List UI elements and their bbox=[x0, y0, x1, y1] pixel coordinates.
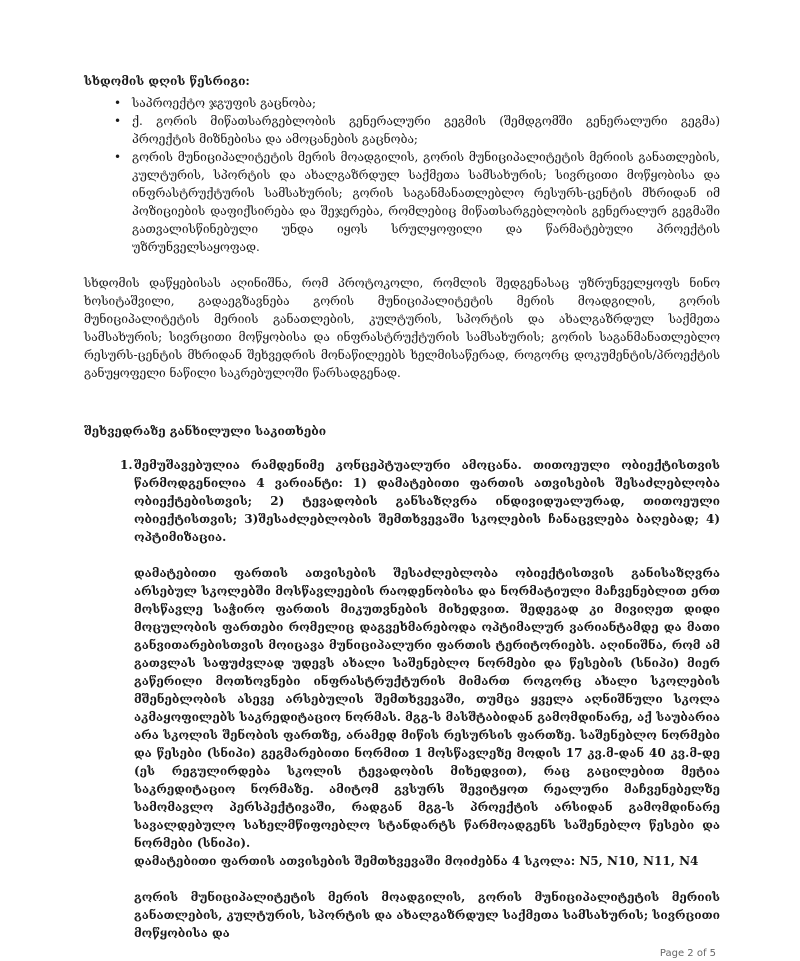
numbered-item-1 bbox=[84, 456, 720, 546]
page-number: Page 2 of 5 bbox=[659, 948, 716, 959]
agenda-heading: სხდომის დღის წესრიგი: bbox=[84, 74, 250, 88]
agenda-item: • საპროექტო ჯგუფის გაცნობა; bbox=[84, 94, 720, 112]
agenda-item: • გორის მუნიციპალიტეტის მერის მოადგილის, გორის მუნიციპალიტეტის მერიის განათლების, კულტურის, სპორტის და ახალგაზრდულ საქმეთა სამსახურის; სივრცითი მოწყობისა და ინფრასტრუქტურის სამსახურის; გორის საგანმანათლებლო რესურს-ცენტის მხრიდან იმ პოზიციების დაფიქსირება და შეჯერება, რომლებიც მიწათსარგებლობის გენერალურ გეგმაში გათვალისწინებული უნდა იყოს სრულყოფილი და წარმატებული პროექტის უზრუნველსაყოფად. bbox=[84, 148, 720, 256]
summary-paragraph: სხდომის დაწყებისას აღინიშნა, რომ პროტოკოლი, რომლის შედგენასაც უზრუნველყოფს ნინო ხოსიტაშვილი, გადაეგზავნება გორის მუნიციპალიტეტის მერის მოადგილის, გორის მუნიციპალიტეტის მერიის განათლების, კულტურის, სპორტის და ახალგაზრდულ საქმეთა სამსახურის; სივრცითი მოწყობისა და ინფრასტრუქტურის სამსახურის; გორის საგანმანათლებლო რესურს-ცენტის მხრიდან შეხვედრის მონაწილეებს ხელმისაწერად, როგორც დოკუმენტის/პროექტის განუყოფელი ნაწილი საკრებულოში წარსადგენად. bbox=[84, 276, 720, 380]
item-number: 1. bbox=[120, 458, 133, 472]
item-text: შემუშავებულია რამდენიმე კონცეპტუალური ამოცანა. თითოეული ობიექტისთვის წარმოდგენილია 4 ვარიანტი: 1) დამატებითი ფართის ათვისების შესაძლებლობა ობიექტებისთვის; 2) ტევადობის განსაზღვრა ინდივიდუალურად, თითოეული ობიექტისთვის; 3)შესაძლებლობის შემთხვევაში სკოლების ჩანაცვლება ბაღებად; 4) ოპტიმიზაცია. bbox=[134, 458, 720, 544]
agenda-item: • ქ. გორის მიწათსარგებლობის გენერალური გეგმის (შემდგომში გენერალური გეგმა) პროექტის მიზნებისა და ამოცანების გაცნობა; bbox=[84, 112, 720, 148]
agenda-list bbox=[84, 94, 720, 256]
section-heading: შეხვედრაზე განხილული საკითხები bbox=[84, 424, 327, 438]
schools-paragraph: დამატებითი ფართის ათვისების შემთხვევაში მოიძებნა 4 სკოლა: N5, N10, N11, N4 bbox=[134, 854, 699, 868]
continuation-paragraph: გორის მუნიციპალიტეტის მერის მოადგილის, გორის მუნიციპალიტეტის მერიის განათლების, კულტურის, სპორტის და ახალგაზრდულ საქმეთა სამსახურის; სივრცითი მოწყობისა და bbox=[134, 890, 720, 940]
detail-paragraph: დამატებითი ფართის ათვისების შესაძლებლობა ობიექტისთვის განისაზღვრა არსებულ სკოლებში მოსწავლეების რაოდენობისა და ნორმატიული მაჩვენებლით ერთ მოსწავლე საჭირო ფართის მიკუთვნების მიხედვით. შედეგად კი მივიღეთ დიდი მოცულობის ფართები რომელიც დაგვეხმარებოდა ოპტიმალურ ვარიანტამდე და მათი განვითარებისთვის მოიცავა მუნიციპალური ფართის ტერიტორიებს. აღინიშნა, რომ ამ გათვლას საფუძვლად უდევს ახალი საშენებლო ნორმები და წესების (სნიპი) მიერ გაწერილი მოთხოვნები ინფრასტრუქტურის მიმართ როგორც ახალი სკოლების მშენებლობის ასევე არსებულის შემთხვევაში, თუმცა ყველა აღნიშნული სკოლა აკმაყოფილებს საკრედიტაციო ნორმას. მგგ-ს მასშტაბიდან გამომდინარე, აქ საუბარია არა სკოლის შენობის ფართზე, არამედ მიწის რესურსის ფართზე. საშენებლო ნორმები და წესები (სნიპი) გეგმარებითი ნორმით 1 მოსწავლეზე მოდის 17 კვ.მ-დან 40 კვ.მ-დე (ეს რეგულირდება სკოლის ტევადობის მიხედვით), რაც გაცილებით მეტია საკრედიტაციო ნორმაზე. ამიტომ გვსურს შევიტყოთ რეალური მაჩვენებელზე სამომავლო პერსპექტივაში, რადგან მგგ-ს პროექტის არსიდან გამომდინარე სავალდებულო სახელმწიფოებლო სტანდარტს წარმოადგენს საშენებლო წესები და ნორმები (სნიპი). bbox=[134, 566, 720, 850]
